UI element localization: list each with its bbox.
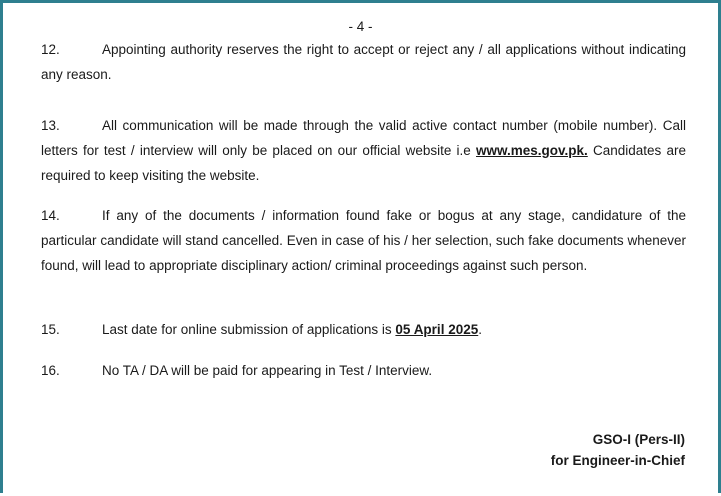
signature-block — [551, 429, 685, 471]
paragraph-text: Candidates are required to keep visiting the website. — [41, 143, 686, 183]
paragraph-text: No TA / DA will be paid for appearing in Test / Interview. — [102, 363, 433, 378]
paragraph-12 — [41, 37, 686, 87]
paragraph-15 — [41, 317, 686, 342]
signature-authority: for Engineer-in-Chief — [550, 453, 685, 468]
page-number: - 4 - — [348, 19, 373, 34]
paragraph-text: If any of the documents / information found fake or bogus at any stage, candidature of the particular candidate will stand cancelled. Even in case of his / her selection, such fake documents whenever found, will lead to appropriate disciplinary action/ criminal proceedings against such person. — [41, 208, 686, 273]
paragraph-16 — [41, 358, 686, 383]
paragraph-text: Appointing authority reserves the right to accept or reject any / all applications without indicating any reason. — [41, 42, 686, 82]
paragraph-number: 12. — [41, 42, 60, 57]
paragraph-13 — [41, 113, 686, 188]
signature-designation: GSO-I (Pers-II) — [592, 432, 685, 447]
paragraph-text: . — [478, 322, 482, 337]
paragraph-number: 14. — [41, 208, 60, 223]
paragraph-number: 13. — [41, 118, 60, 133]
paragraph-14 — [41, 203, 686, 278]
paragraph-number: 16. — [41, 363, 60, 378]
website-link[interactable]: www.mes.gov.pk. — [476, 143, 588, 158]
deadline-date: 05 April 2025 — [395, 322, 479, 337]
paragraph-number: 15. — [41, 322, 60, 337]
paragraph-text: All communication will be made through the valid active contact number (mobile number). Call letters for test / interview will only be placed on our official website i.e — [41, 118, 686, 158]
paragraph-text: Last date for online submission of applications is — [102, 322, 396, 337]
